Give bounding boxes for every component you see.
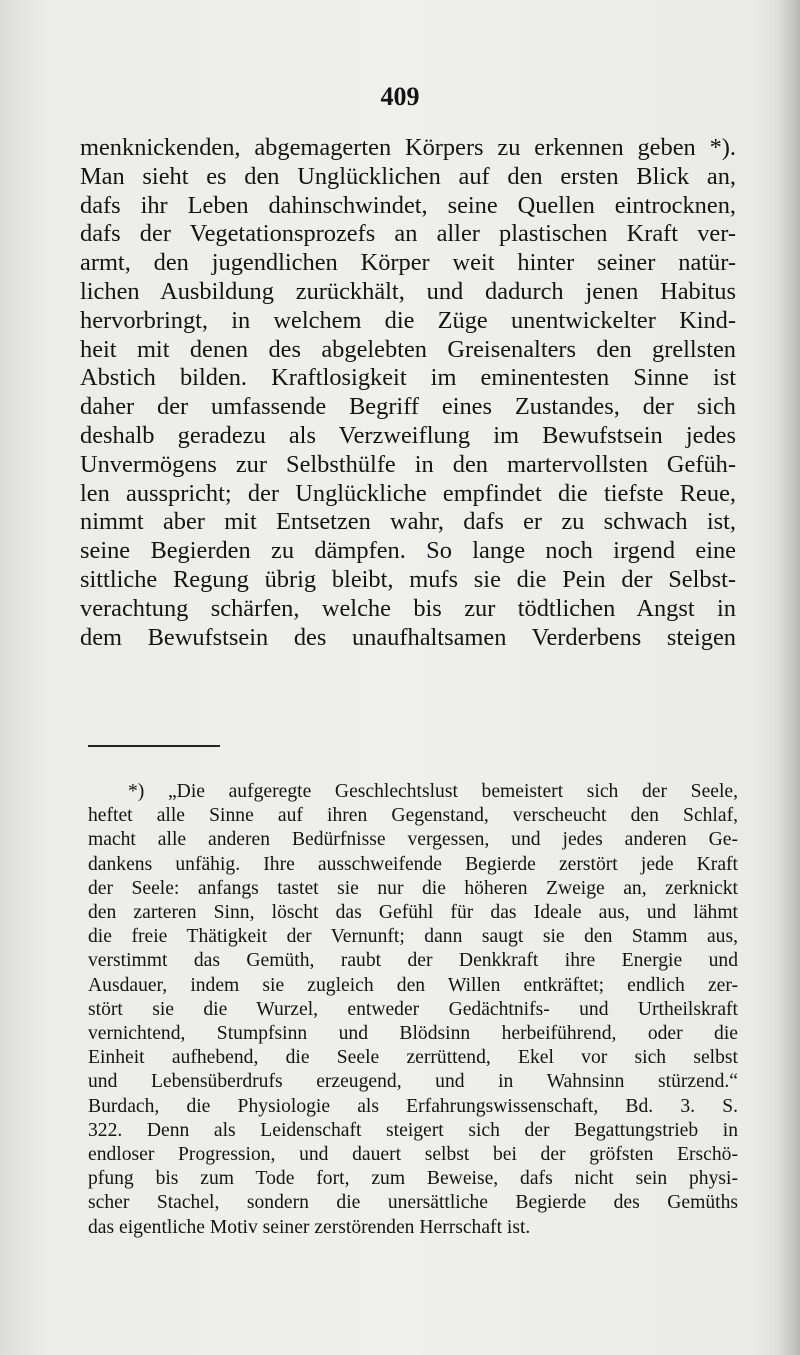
body-text [80,134,736,652]
footnote-line: dankens unfähig. Ihre ausschweifende Begierde zerstört jede Kraft [88,853,738,875]
body-line: armt, den jugendlichen Körper weit hinter seiner natür- [80,249,736,277]
body-line: heit mit denen des abgelebten Greisenalters den grellsten [80,335,736,363]
footnote-line: den zarteren Sinn, löscht das Gefühl für das Ideale aus, und lähmt [88,902,738,924]
footnote-line: macht alle anderen Bedürfnisse vergessen, und jedes anderen Ge- [88,829,738,851]
body-line: sittliche Regung übrig bleibt, mufs sie die Pein der Selbst- [80,565,736,593]
footnote-line: vernichtend, Stumpfsinn und Blödsinn herbeiführend, oder die [88,1023,738,1045]
footnote-line: 322. Denn als Leidenschaft steigert sich der Begattungstrieb in [88,1119,738,1141]
body-line: dafs ihr Leben dahinschwindet, seine Quellen eintrocknen, [80,191,736,219]
footnote-line: verstimmt das Gemüth, raubt der Denkkraft ihre Energie und [88,950,738,972]
body-line: daher der umfassende Begriff eines Zustandes, der sich [80,393,736,421]
footnote-line: stört sie die Wurzel, entweder Gedächtnifs- und Urtheilskraft [88,998,738,1020]
footnote-line: scher Stachel, sondern die unersättliche Begierde des Gemüths [88,1192,738,1214]
body-line: deshalb geradezu als Verzweiflung im Bewufstsein jedes [80,421,736,449]
body-line: verachtung schärfen, welche bis zur tödtlichen Angst in [80,594,736,622]
footnote-line: das eigentliche Motiv seiner zerstörenden Herrschaft ist. [88,1216,531,1238]
body-line: dafs der Vegetationsprozefs an aller plastischen Kraft ver- [80,220,736,248]
footnote-line: der Seele: anfangs tastet sie nur die höheren Zweige an, zerknickt [88,877,738,899]
footnote-separator-rule [88,745,220,747]
body-line: Unvermögens zur Selbsthülfe in den martervollsten Gefüh- [80,450,736,478]
footnote [88,780,738,1240]
footnote-line: pfung bis zum Tode fort, zum Beweise, dafs nicht sein physi- [88,1168,738,1190]
page-edge-shadow [776,0,800,1355]
footnote-line: und Lebensüberdrufs erzeugend, und in Wahnsinn stürzend.“ [88,1071,738,1093]
page-number: 409 [380,82,420,111]
footnote-line: die freie Thätigkeit der Vernunft; dann saugt sie den Stamm aus, [88,926,738,948]
body-line: Abstich bilden. Kraftlosigkeit im eminentesten Sinne ist [80,364,736,392]
body-line: dem Bewufstsein des unaufhaltsamen Verderbens steigen [80,623,736,651]
body-line: nimmt aber mit Entsetzen wahr, dafs er zu schwach ist, [80,508,736,536]
body-line: hervorbringt, in welchem die Züge unentwickelter Kind- [80,306,736,334]
footnote-line: Einheit aufhebend, die Seele zerrüttend, Ekel vor sich selbst [88,1047,738,1069]
body-line: len ausspricht; der Unglückliche empfindet die tiefste Reue, [80,479,736,507]
body-line: menknickenden, abgemagerten Körpers zu erkennen geben *). [80,134,736,161]
body-line: Man sieht es den Unglücklichen auf den ersten Blick an, [80,162,736,190]
footnote-line: *) „Die aufgeregte Geschlechtslust bemeistert sich der Seele, [128,781,738,802]
footnote-line: endloser Progression, und dauert selbst bei der gröfsten Erschö- [88,1144,738,1166]
footnote-line: Burdach, die Physiologie als Erfahrungswissenschaft, Bd. 3. S. [88,1095,738,1117]
footnote-line: heftet alle Sinne auf ihren Gegenstand, verscheucht den Schlaf, [88,805,738,827]
footnote-line: Ausdauer, indem sie zugleich den Willen entkräftet; endlich zer- [88,974,738,996]
body-line: lichen Ausbildung zurückhält, und dadurch jenen Habitus [80,277,736,305]
body-line: seine Begierden zu dämpfen. So lange noch irgend eine [80,537,736,565]
